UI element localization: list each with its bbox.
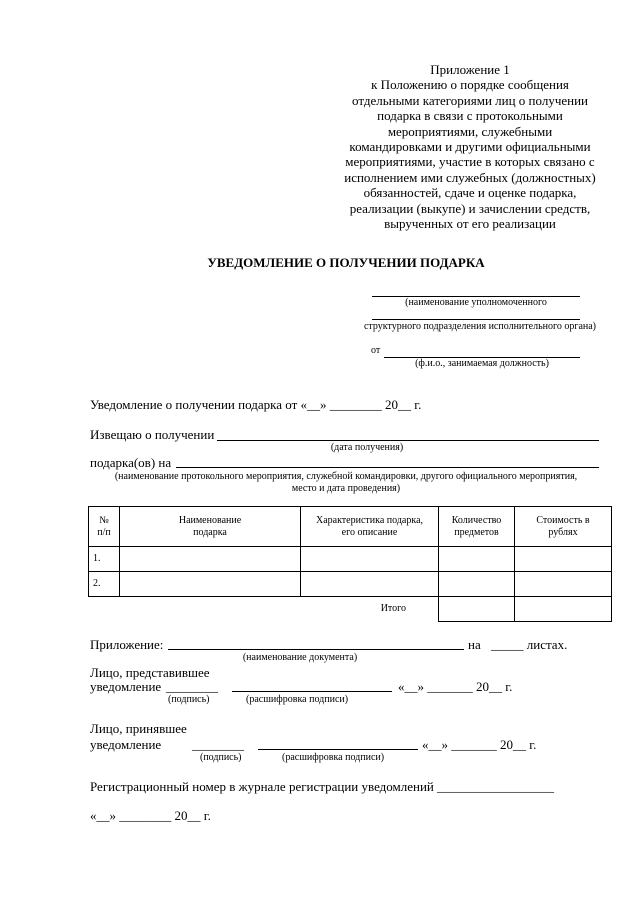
submitter-label: Лицо, представившее [90,665,210,680]
annex-line: к Положению о порядке сообщения [371,77,569,93]
decoding-caption: (расшифровка подписи) [282,752,385,763]
annex-line: мероприятиями, участие в которых связано с [345,154,595,170]
annex-line: вырученных от его реализации [384,216,556,232]
signature-caption: (подпись) [168,694,210,705]
receiver-date: «__» _______ 20__ г. [422,737,537,752]
annex-line: мероприятиями, служебными [387,123,553,139]
attachment-on-label: на [468,637,481,652]
recipient-name-line-2[interactable] [372,319,580,320]
recipient-caption: (наименование уполномоченного [405,297,547,308]
annex-header [330,62,610,231]
from-label: от [371,345,381,356]
recipient-caption: (ф.и.о., занимаемая должность) [415,358,549,369]
row-number: 1. [89,547,120,572]
annex-line: командировками и другими официальными [349,139,591,155]
submitter-decoding-line[interactable] [232,691,392,692]
receiver-signature-blank[interactable]: ________ [192,737,244,752]
table-cell[interactable] [515,572,612,597]
attachment-label: Приложение: [90,637,164,652]
gifts-label: подарка(ов) на [90,455,172,470]
submitter-signature-blank[interactable]: ________ [166,679,218,694]
notice-line: Уведомление о получении подарка от «__» ________ 20__ г. [90,397,422,412]
table-total-row [89,597,612,622]
table-cell[interactable] [439,572,515,597]
recipient-caption: структурного подразделения исполнительного органа) [363,321,596,332]
table-cell[interactable] [301,572,439,597]
attachment-sheets: _____ листах. [491,637,568,652]
receiver-decoding-line[interactable] [258,749,418,750]
table-cell[interactable] [439,547,515,572]
header-cell: Наименование подарка [120,507,301,547]
event-caption: место и дата проведения) [291,483,401,494]
receiver-label: уведомление [90,737,162,752]
inform-label: Извещаю о получении [90,427,215,442]
registration-number-blank[interactable]: __________________ [437,779,554,794]
annex-line: Приложение 1 [430,62,510,77]
attachment-doc-line[interactable] [168,649,464,650]
total-label: Итого [380,603,406,615]
attachment-caption: (наименование документа) [242,652,358,663]
annex-line: отдельными категориями лиц о получении [352,92,588,108]
table-cell[interactable] [120,572,301,597]
total-quantity-cell[interactable] [439,597,515,622]
submitter-date: «__» _______ 20__ г. [398,679,513,694]
submitter-label: уведомление [90,679,162,694]
header-cell: Характеристика подарка, его описание [301,507,439,547]
table-row [89,547,612,572]
date-caption: (дата получения) [330,442,404,453]
table-row [89,572,612,597]
total-cost-cell[interactable] [515,597,612,622]
table-cell[interactable] [120,547,301,572]
receiver-label: Лицо, принявшее [90,721,187,736]
final-date: «__» ________ 20__ г. [90,808,211,823]
row-number: 2. [89,572,120,597]
annex-line: обязанностей, сдаче и оценке подарка, [363,185,577,201]
receipt-date-line[interactable] [217,440,599,441]
header-cell: Количество предметов [439,507,515,547]
table-cell[interactable] [515,547,612,572]
table-header-row [89,507,612,547]
gifts-table [88,506,612,622]
decoding-caption: (расшифровка подписи) [246,694,349,705]
header-cell: Стоимость в рублях [515,507,612,547]
table-cell[interactable] [301,547,439,572]
annex-line: исполнением ими служебных (должностных) [344,169,596,185]
annex-line: подарка в связи с протокольными [377,108,563,124]
event-line[interactable] [176,467,599,468]
event-caption: (наименование протокольного мероприятия, служебной командировки, другого официального мероприятия, [114,471,578,482]
header-cell: № п/п [89,507,120,547]
annex-line: реализации (выкупе) и зачислении средств, [349,200,591,216]
registration-label: Регистрационный номер в журнале регистрации уведомлений [90,779,434,794]
signature-caption: (подпись) [200,752,242,763]
document-title: УВЕДОМЛЕНИЕ О ПОЛУЧЕНИИ ПОДАРКА [207,255,485,270]
